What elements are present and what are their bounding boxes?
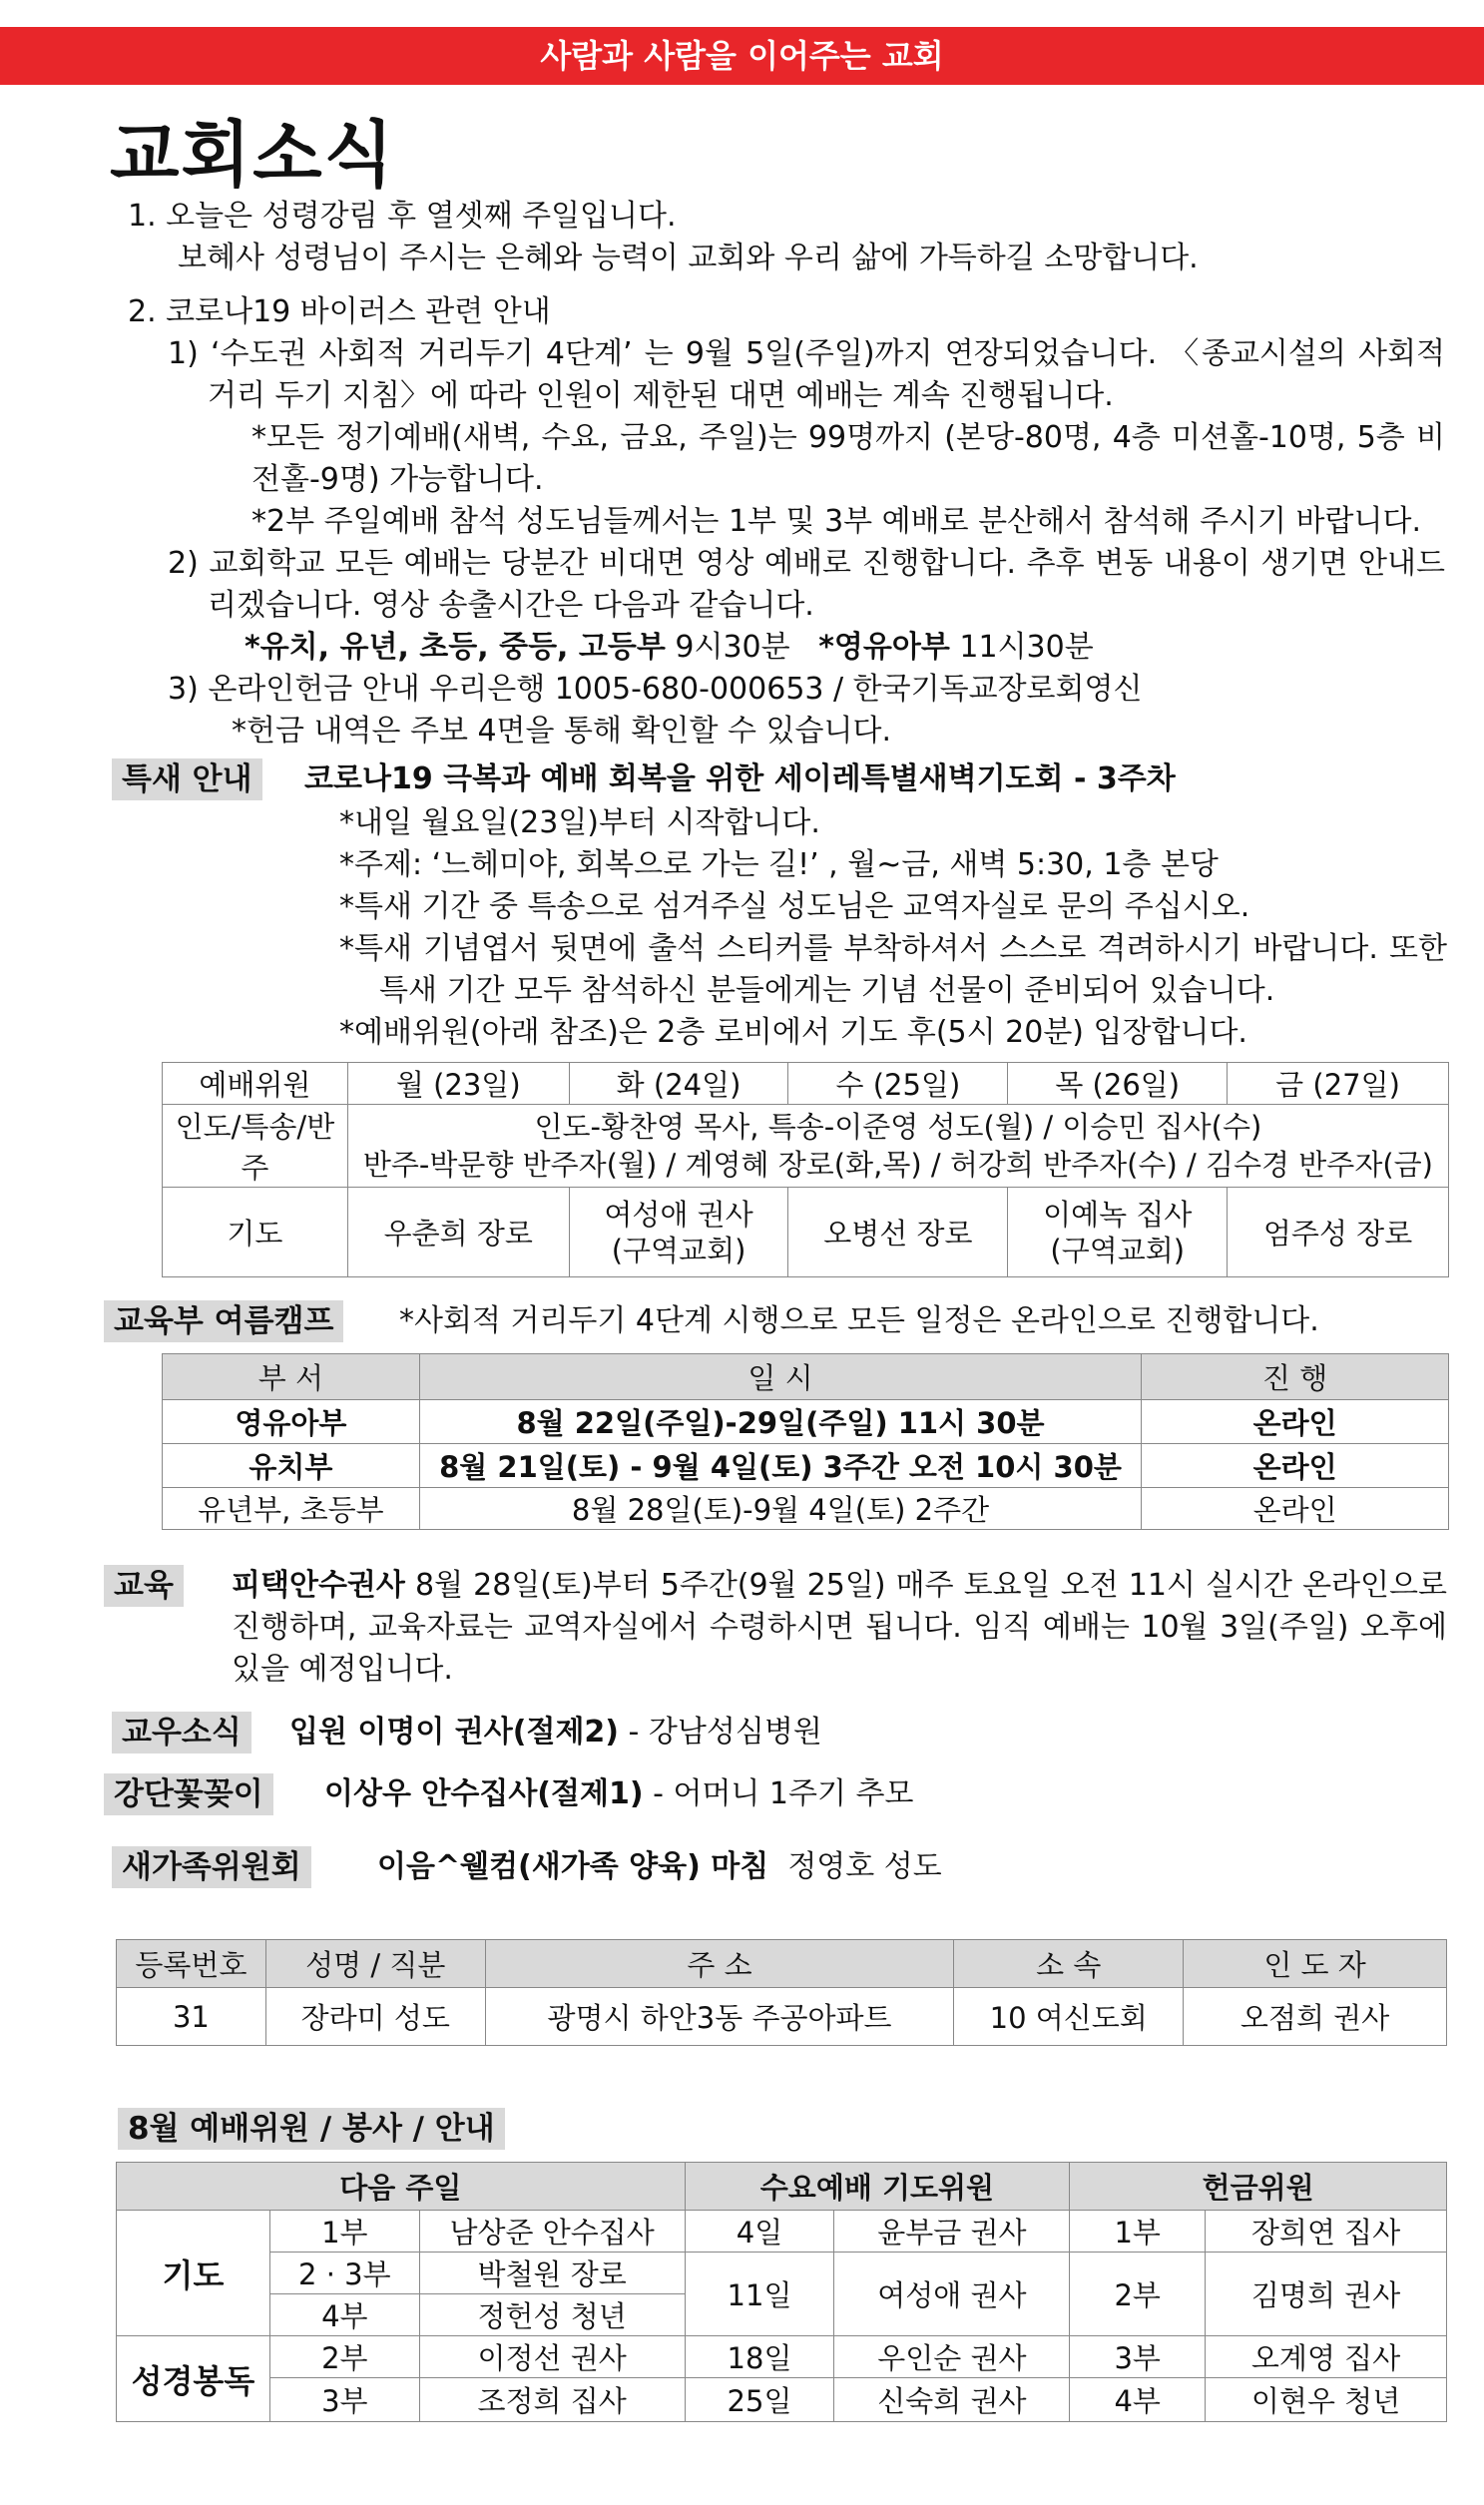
table-cell: 2 · 3부 <box>269 2253 419 2294</box>
education-label: 교육 <box>104 1565 184 1607</box>
table-header: 금 (27일) <box>1228 1063 1449 1105</box>
table-cell: 여성애 권사 <box>834 2253 1070 2336</box>
table-cell: 조정희 집사 <box>419 2378 685 2422</box>
table-cell: 광명시 하안3동 주공아파트 <box>485 1988 954 2046</box>
table-cell: 윤부금 권사 <box>834 2211 1070 2253</box>
row-label: 기도 <box>163 1188 348 1277</box>
item2-p1: 1) ‘수도권 사회적 거리두기 4단계’ 는 9월 5일(주일)까지 연장되었습니다. 〈종교시설의 사회적 거리 두기 지침〉에 따라 인원이 제한된 대면 예배는 계속 진행됩니다. <box>168 336 1445 413</box>
row-label: 인도/특송/반주 <box>163 1105 348 1188</box>
item2-p2: 2) 교회학교 모든 예배는 당분간 비대면 영상 예배로 진행합니다. 추후 변동 내용이 생기면 안내드리겠습니다. 영상 송출시간은 다음과 같습니다. <box>168 546 1445 623</box>
flowers-bold: 이상우 안수집사(절제1) <box>324 1776 644 1811</box>
page-title: 교회소식 <box>110 112 396 197</box>
item2-p1-note1: *모든 정기예배(새벽, 수요, 금요, 주일)는 99명까지 (본당-80명, 4층 미션홀-10명, 5층 비전홀-9명) 가능합니다. <box>251 420 1445 497</box>
table-header: 인 도 자 <box>1184 1940 1447 1988</box>
august-table <box>116 2162 1447 2422</box>
prayer-cell: 이예녹 집사 (구역교회) <box>1008 1188 1228 1277</box>
table-header: 수요예배 기도위원 <box>685 2163 1070 2211</box>
members-bold: 입원 이명이 권사(절제2) <box>289 1715 620 1750</box>
table-header: 목 (26일) <box>1008 1063 1228 1105</box>
prayer-cell: 오병선 장로 <box>788 1188 1008 1277</box>
item2-p3-note: *헌금 내역은 주보 4면을 통해 확인할 수 있습니다. <box>232 714 891 749</box>
prayer-cell: 여성애 권사 (구역교회) <box>569 1188 788 1277</box>
table-header: 성명 / 직분 <box>265 1940 485 1988</box>
prayer-label: 기도 <box>117 2211 270 2336</box>
table-cell: 오점희 권사 <box>1184 1988 1447 2046</box>
special-note: *특새 기념엽서 뒷면에 출석 스티커를 부착하셔서 스스로 격려하시기 바랍니다. 또한 특새 기간 모두 참석하신 분들에게는 기념 선물이 준비되어 있습니다. <box>339 931 1447 1008</box>
item2-heading: 2. 코로나19 바이러스 관련 안내 <box>128 294 551 329</box>
table-header: 진 행 <box>1142 1354 1449 1400</box>
table-cell: 10 여신도회 <box>954 1988 1184 2046</box>
school-departments: *유치, 유년, 초등, 중등, 고등부 <box>245 630 666 665</box>
table-cell: 2부 <box>269 2336 419 2378</box>
worship-committee-table <box>162 1062 1449 1277</box>
table-header: 소 속 <box>954 1940 1184 1988</box>
table-cell: 25일 <box>685 2378 834 2422</box>
table-cell: 장라미 성도 <box>265 1988 485 2046</box>
table-cell: 정헌성 청년 <box>419 2294 685 2336</box>
table-cell: 4부 <box>269 2294 419 2336</box>
registration-table <box>116 1939 1447 2046</box>
table-cell: 4일 <box>685 2211 834 2253</box>
special-note: *주제: ‘느헤미야, 회복으로 가는 길!’ , 월~금, 새벽 5:30, 1층 본당 <box>339 847 1219 882</box>
table-cell: 11일 <box>685 2253 834 2336</box>
table-header: 부 서 <box>163 1354 420 1400</box>
table-cell: 1부 <box>269 2211 419 2253</box>
item2-p2-note <box>245 627 1094 669</box>
table-cell: 온라인 <box>1142 1444 1449 1488</box>
education-text <box>232 1565 1447 1691</box>
special-note: *내일 월요일(23일)부터 시작합니다. <box>339 805 820 840</box>
august-label: 8월 예배위원 / 봉사 / 안내 <box>118 2108 505 2150</box>
table-header: 등록번호 <box>117 1940 266 1988</box>
table-cell: 온라인 <box>1142 1400 1449 1444</box>
newfamily-body: 정영호 성도 <box>787 1849 942 1884</box>
infant-department: *영유아부 <box>818 630 950 665</box>
item1-body: 보혜사 성령님이 주시는 은혜와 능력이 교회와 우리 삶에 가득하길 소망합니다. <box>178 241 1199 275</box>
members-body: - 강남성심병원 <box>619 1715 822 1750</box>
accompanist-line: 반주-박문향 반주자(월) / 계영혜 장로(화,목) / 허강희 반주자(수) / 김수경 반주자(금) <box>362 1148 1433 1182</box>
table-cell: 유년부, 초등부 <box>163 1488 420 1530</box>
special-label: 특새 안내 <box>112 758 262 800</box>
table-header: 일 시 <box>419 1354 1141 1400</box>
special-note: *예배위원(아래 참조)은 2층 로비에서 기도 후(5시 20분) 입장합니다. <box>339 1015 1247 1050</box>
table-cell: 유치부 <box>163 1444 420 1488</box>
flowers-label: 강단꽃꽂이 <box>104 1773 273 1815</box>
item2-p3: 3) 온라인헌금 안내 우리은행 1005-680-000653 / 한국기독교장로회영신 <box>168 672 1143 707</box>
table-header: 주 소 <box>485 1940 954 1988</box>
flowers-body: - 어머니 1주기 추모 <box>643 1776 914 1811</box>
table-cell: 장희연 집사 <box>1206 2211 1447 2253</box>
leader-line: 인도-황찬영 목사, 특송-이준영 성도(월) / 이승민 집사(수) <box>534 1110 1262 1144</box>
school-time: 9시30분 <box>675 630 790 665</box>
table-cell: 3부 <box>269 2378 419 2422</box>
table-cell: 2부 <box>1070 2253 1206 2336</box>
camp-note: *사회적 거리두기 4단계 시행으로 모든 일정은 온라인으로 진행합니다. <box>399 1303 1319 1338</box>
members-text <box>289 1712 822 1754</box>
table-cell: 온라인 <box>1142 1488 1449 1530</box>
education-bold: 피택안수권사 <box>232 1568 405 1603</box>
table-header: 헌금위원 <box>1070 2163 1447 2211</box>
camp-table <box>162 1353 1449 1530</box>
infant-time: 11시30분 <box>959 630 1094 665</box>
members-label: 교우소식 <box>112 1712 251 1754</box>
table-cell: 3부 <box>1070 2336 1206 2378</box>
table-cell: 1부 <box>1070 2211 1206 2253</box>
reading-label: 성경봉독 <box>117 2336 270 2422</box>
table-cell: 오계영 집사 <box>1206 2336 1447 2378</box>
table-cell: 이정선 권사 <box>419 2336 685 2378</box>
table-header: 월 (23일) <box>347 1063 569 1105</box>
church-banner: 사람과 사람을 이어주는 교회 <box>0 27 1484 85</box>
item2-p1-note2: *2부 주일예배 참석 성도님들께서는 1부 및 3부 예배로 분산해서 참석해 주시기 바랍니다. <box>251 504 1422 539</box>
table-header: 다음 주일 <box>117 2163 686 2211</box>
table-cell: 우인순 권사 <box>834 2336 1070 2378</box>
special-heading: 코로나19 극복과 예배 회복을 위한 세이레특별새벽기도회 - 3주차 <box>304 761 1176 796</box>
education-body: 8월 28일(토)부터 5주간(9월 25일) 매주 토요일 오전 11시 실시간 온라인으로 진행하며, 교육자료는 교역자실에서 수령하시면 됩니다. 임직 예배는 10월 3일(주일) 오후에 있을 예정입니다. <box>232 1568 1447 1687</box>
table-cell: 신숙희 권사 <box>834 2378 1070 2422</box>
table-cell: 영유아부 <box>163 1400 420 1444</box>
table-cell: 이현우 청년 <box>1206 2378 1447 2422</box>
special-note: *특새 기간 중 특송으로 섬겨주실 성도님은 교역자실로 문의 주십시오. <box>339 889 1250 924</box>
table-cell: 31 <box>117 1988 266 2046</box>
table-cell: 김명희 권사 <box>1206 2253 1447 2336</box>
table-cell: 8월 22일(주일)-29일(주일) 11시 30분 <box>419 1400 1141 1444</box>
flowers-text <box>324 1773 913 1815</box>
newfamily-label: 새가족위원회 <box>112 1846 311 1888</box>
item1-heading: 1. 오늘은 성령강림 후 열셋째 주일입니다. <box>128 199 677 234</box>
newfamily-bold: 이음^웰컴(새가족 양육) 마침 <box>377 1849 769 1884</box>
table-header: 예배위원 <box>163 1063 348 1105</box>
table-cell: 4부 <box>1070 2378 1206 2422</box>
camp-label: 교육부 여름캠프 <box>104 1300 343 1342</box>
newfamily-text <box>377 1846 942 1888</box>
table-cell: 남상준 안수집사 <box>419 2211 685 2253</box>
leader-cell <box>347 1105 1448 1188</box>
prayer-cell: 우춘희 장로 <box>347 1188 569 1277</box>
table-cell: 박철원 장로 <box>419 2253 685 2294</box>
table-header: 수 (25일) <box>788 1063 1008 1105</box>
prayer-cell: 엄주성 장로 <box>1228 1188 1449 1277</box>
table-header: 화 (24일) <box>569 1063 788 1105</box>
table-cell: 18일 <box>685 2336 834 2378</box>
table-cell: 8월 21일(토) - 9월 4일(토) 3주간 오전 10시 30분 <box>419 1444 1141 1488</box>
table-cell: 8월 28일(토)-9월 4일(토) 2주간 <box>419 1488 1141 1530</box>
